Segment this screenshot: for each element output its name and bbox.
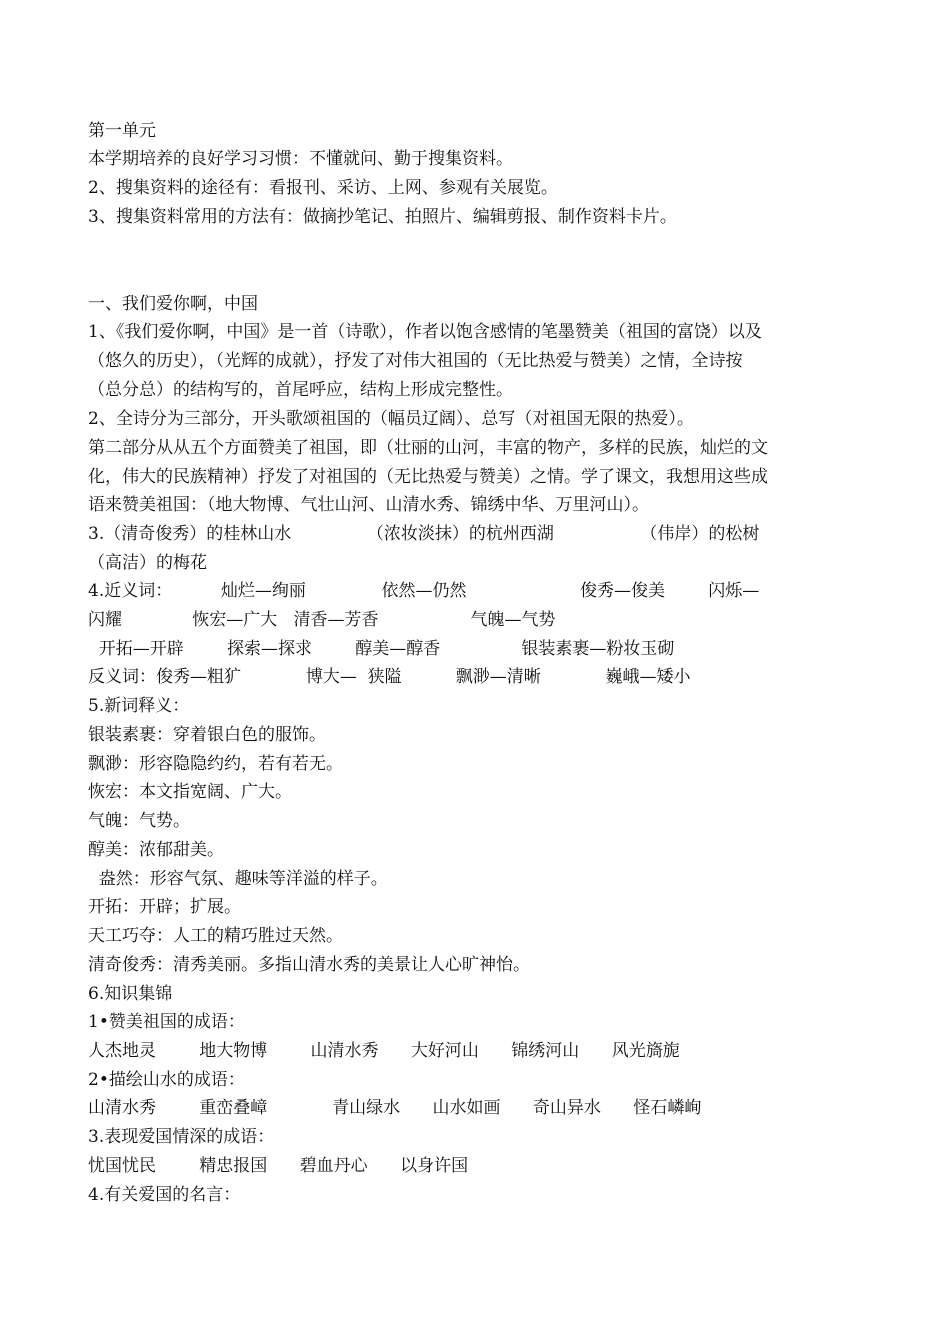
unit-heading: 第一单元	[88, 121, 156, 141]
synonyms-line: 4.近义词： 灿烂—绚丽 依然—仍然 俊秀—俊美 闪烁—	[88, 581, 760, 601]
definition-line: 开拓：开辟；扩展。	[88, 897, 241, 917]
subsection-heading: 4.有关爱国的名言：	[88, 1185, 241, 1205]
idiom-list: 忧国忧民 精忠报国 碧血丹心 以身许国	[88, 1156, 469, 1176]
text-line: 第二部分从从五个方面赞美了祖国，即（壮丽的山河，丰富的物产，多样的民族，灿烂的文	[88, 438, 768, 458]
antonyms-line: 反义词：俊秀—粗犷 博大— 狭隘 飘渺—清晰 巍峨—矮小	[88, 667, 691, 687]
idiom-list: 山清水秀 重峦叠嶂 青山绿水 山水如画 奇山异水 怪石嶙峋	[88, 1098, 702, 1118]
text-line: 语来赞美祖国：（地大物博、气壮山河、山清水秀、锦绣中华、万里河山）。	[88, 495, 649, 515]
idiom-list: 人杰地灵 地大物博 山清水秀 大好河山 锦绣河山 风光旖旎	[88, 1041, 680, 1061]
text-line: 2、全诗分为三部分，开头歌颂祖国的（幅员辽阔）、总写（对祖国无限的热爱）。	[88, 409, 694, 429]
subsection-heading: 1•赞美祖国的成语：	[88, 1012, 245, 1032]
text-line: 2、搜集资料的途径有：看报刊、采访、上网、参观有关展览。	[88, 178, 558, 198]
text-line: 3.（清奇俊秀）的桂林山水 （浓妆淡抹）的杭州西湖 （伟岸）的松树	[88, 524, 760, 544]
text-line: （高洁）的梅花	[88, 553, 207, 573]
synonyms-line: 闪耀 恢宏—广大 清香—芳香 气魄—气势	[88, 610, 556, 630]
text-line: 本学期培养的良好学习习惯：不懂就问、勤于搜集资料。	[88, 149, 513, 169]
text-line: （总分总）的结构写的，首尾呼应，结构上形成完整性。	[88, 380, 513, 400]
text-line: 1、《我们爱你啊，中国》是一首（诗歌），作者以饱含感情的笔墨赞美（祖国的富饶）以及	[88, 322, 762, 342]
section-heading: 5.新词释义：	[88, 696, 190, 716]
definition-line: 气魄：气势。	[88, 811, 190, 831]
synonyms-line: 开拓—开辟 探索—探求 醇美—醇香 银装素裹—粉妆玉砌	[88, 639, 675, 659]
text-line: 3、搜集资料常用的方法有：做摘抄笔记、拍照片、编辑剪报、制作资料卡片。	[88, 207, 677, 227]
text-line: （悠久的历史），（光辉的成就），抒发了对伟大祖国的（无比热爱与赞美）之情，全诗按	[88, 351, 743, 371]
text-line: 化，伟大的民族精神）抒发了对祖国的（无比热爱与赞美）之情。学了课文，我想用这些成	[88, 467, 768, 487]
definition-line: 飘渺：形容隐隐约约，若有若无。	[88, 754, 343, 774]
definition-line: 恢宏：本文指宽阔、广大。	[88, 782, 292, 802]
subsection-heading: 3.表现爱国情深的成语：	[88, 1127, 275, 1147]
definition-line: 银装素裹：穿着银白色的服饰。	[88, 725, 326, 745]
definition-line: 盎然：形容气氛、趣味等洋溢的样子。	[88, 869, 388, 889]
section-heading: 6.知识集锦	[88, 984, 173, 1004]
definition-line: 天工巧夺：人工的精巧胜过天然。	[88, 926, 343, 946]
definition-line: 清奇俊秀：清秀美丽。多指山清水秀的美景让人心旷神怡。	[88, 955, 530, 975]
definition-line: 醇美：浓郁甜美。	[88, 840, 224, 860]
subsection-heading: 2•描绘山水的成语：	[88, 1070, 245, 1090]
lesson-heading: 一、我们爱你啊，中国	[88, 294, 258, 314]
